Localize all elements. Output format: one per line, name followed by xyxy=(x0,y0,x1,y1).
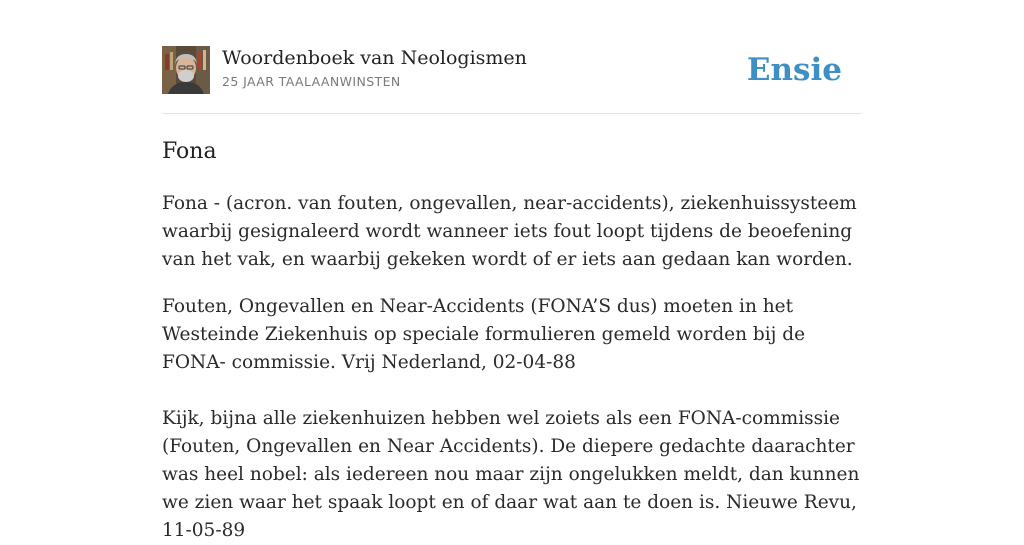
header-divider xyxy=(162,113,862,114)
publication-subtitle: 25 JAAR TAALAANWINSTEN xyxy=(222,74,401,89)
article-citations: Fouten, Ongevallen en Near-Accidents (FONA’S dus) moeten in het Westeinde Ziekenhuis op speciale formulieren gemeld worden bij de FONA- commissie. Vrij Nederland, 02-04-88 Kijk, bijna alle ziekenhuizen hebben wel zoiets als een FONA-commissie (Fouten, Ongevallen en Near Accidents). De diepere gedachte daarachter was heel nobel: als iedereen nou maar zijn ongelukken meldt, dan kunnen we zien waar het spaak loopt en of daar wat aan te doen is. Nieuwe Revu, 11-05-89 xyxy=(162,296,860,541)
article xyxy=(162,138,872,545)
author-portrait-icon[interactable] xyxy=(162,46,210,94)
avatar-image xyxy=(162,46,210,94)
article-definition: Fona - (acron. van fouten, ongevallen, near-accidents), ziekenhuissysteem waarbij gesignaleerd wordt wanneer iets fout loopt tijdens de beoefening van het vak, en waarbij gekeken wordt of er iets aan gedaan kan worden. xyxy=(162,193,857,270)
header xyxy=(162,46,862,96)
publication-name[interactable]: Woordenboek van Neologismen xyxy=(222,47,527,69)
article-title: Fona xyxy=(162,139,217,164)
ensie-logo-link[interactable]: Ensie xyxy=(746,52,842,88)
